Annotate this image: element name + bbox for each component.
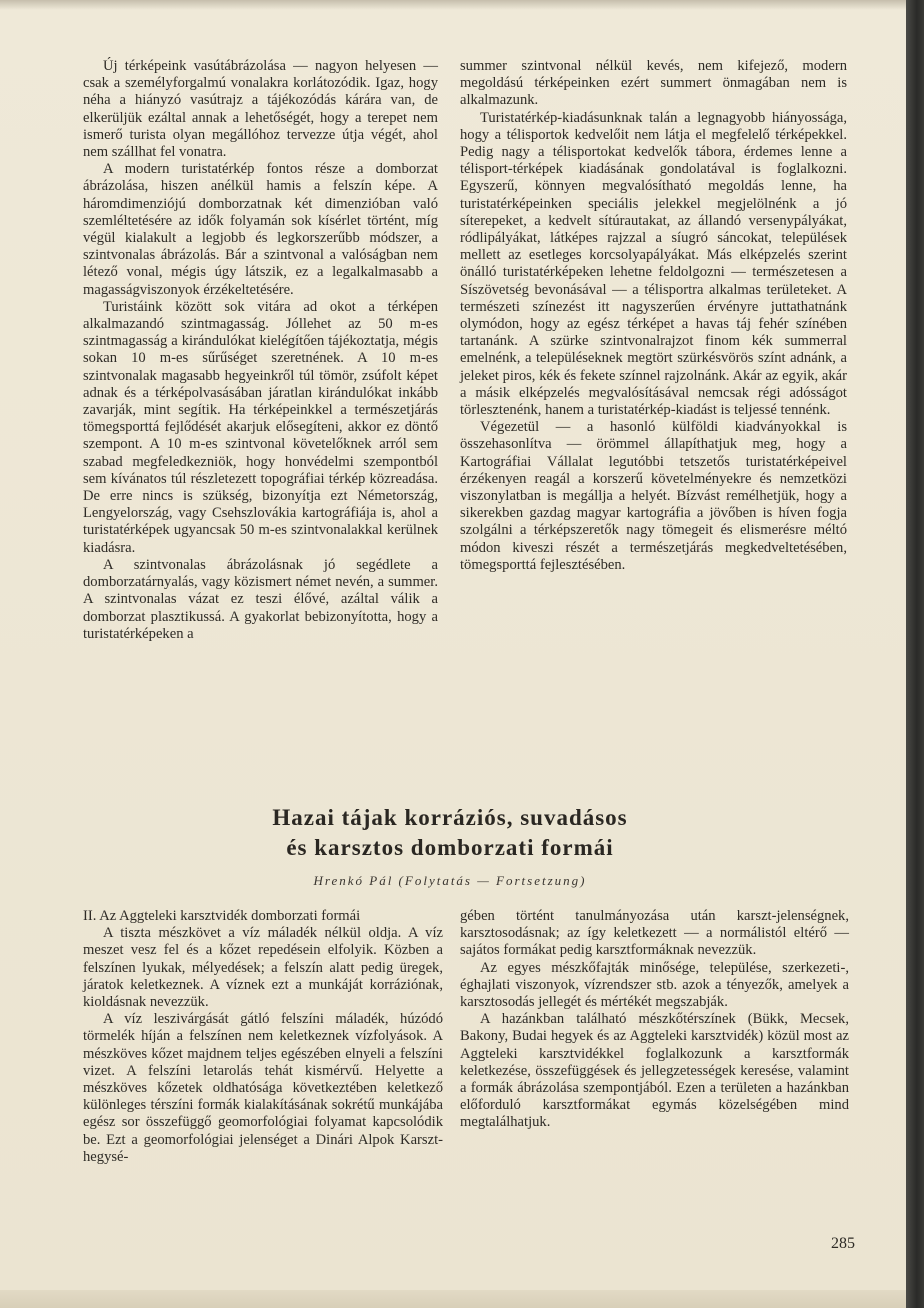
paragraph: Az egyes mészkőfajták minősége, települése, szerkezeti-, éghajlati viszonyok, vízrendszer stb. azok a tényezők, amelyek a karsztosodás jellegét és mértékét megszabják. [460,959,849,1011]
title-line-2: és karsztos domborzati formái [286,835,614,860]
title-line-1: Hazai tájak korráziós, suvadásos [272,805,628,830]
paragraph: A szintvonalas ábrázolásnak jó segédlete a domborzatárnyalás, vagy közismert német nevén, a summer. A szintvonalas vázat ez teszi élővé, azáltal válik a domborzat plasztikussá. A gyakorlat bebizonyította, hogy a turistatérképeken a [83,556,438,642]
paragraph: Végezetül — a hasonló külföldi kiadványokkal is összehasonlítva — örömmel állapíthatjuk meg, hogy a Kartográfiai Vállalat legutóbbi tetszetős turistatérképeivel érzékenyen reagál a korszerű követelményekre és nemzetközi viszonylatban is megállja a helyét. Bízvást remélhetjük, hogy a sikerekben gazdag magyar kartográfia a jövőben is híven fogja szolgálni a térképszeretők nagy tömegeit és elismerésre méltó módon kiveszi részét a természetjárás megkedveltetésében, tömegsporttá fejlesztésében. [460,419,847,573]
paragraph: Turistáink között sok vitára ad okot a térképen alkalmazandó szintmagasság. Jóllehet az 50 m-es szintmagasság a kirándulókat kielégítően tájékoztatja, mégis sokan 10 m-es sűrűséget szeretnének. A 10 m-es szintvonalak magasabb hegyeinkről túl tömör, zsúfolt képet adnak és a térképolvasásában járatlan kirándulókat inkább zavarják, mint segítik. Ha térképeinkkel a természetjárás tömegsporttá fejlődését akarjuk elősegíteni, akkor ez döntő szempont. A 10 m-es szintvonal követelőknek arról sem szabad megfeledkezniök, hogy honvédelmi szempontból sem kívánatos túl részletezett topográfiai térkép közreadása. De erre nincs is szükség, bizonyítja ezt Németország, Lengyelország, vagy Csehszlovákia kartográfiája is, ahol a turistatérképek ugyancsak 50 m-es szintvonalakkal kerülnek kiadásra. [83,298,438,556]
paragraph: summer szintvonal nélkül kevés, nem kifejező, modern megoldású térképeinken ezért summert önmagában nem is alkalmazunk. [460,58,847,109]
paragraph: A tiszta mészkövet a víz máladék nélkül oldja. A víz meszet vesz fel és a kőzet repedésein elfolyik. Közben a felszínen lyukak, mélyedések; a felszín alatt pedig üregek, járatok keletkeznek. A víznek ezt a munkáját korráziónak, kioldásnak nevezzük. [83,925,443,1011]
page-top-shadow [0,0,924,10]
book-spine-edge [906,0,924,1308]
paragraph: A hazánkban található mészkőtérszínek (Bükk, Mecsek, Bakony, Budai hegyek és az Aggteleki karsztvidék) közül most az Aggteleki karsztvidékkel foglalkozunk a karsztformák keletkezése, összefüggések és jellegzetességek keresése, valamint a formák ábrázolása szempontjából. Ezen a területen a hazánkban előforduló karsztformákat egymás közelségében mind megtalálhatjuk. [460,1011,849,1131]
page-number: 285 [831,1235,855,1252]
article-column-4 [460,908,849,1132]
article-column-2 [460,58,847,574]
paragraph: Új térképeink vasútábrázolása — nagyon helyesen — csak a személyforgalmú vonalakra korlátozódik. Igaz, hogy néha a hiányzó vasútrajz a tájékozódás kárára van, de elkerüljük ezáltal annak a lehetőségét, hogy a terepet nem ismerő turista olyan megállóhoz tervezze útja végét, ahol nem szállhat fel vonatra. [83,58,438,161]
author-byline: Hrenkó Pál (Folytatás — Fortsetzung) [313,873,587,888]
section-heading: II. Az Aggteleki karsztvidék domborzati formái [83,908,361,924]
page-bottom-edge [0,1290,906,1308]
article-column-1 [83,58,438,643]
paragraph: Turistatérkép-kiadásunknak talán a legnagyobb hiányossága, hogy a télisportok kedvelőit nem látja el megfelelő térképekkel. Pedig nagy a télisportokat kedvelők tábora, érdemes lenne a télisport-térképek kiadásának gondolatával is foglalkozni. Egyszerű, könnyen megvalósítható megoldás lenne, ha turistatérképeinken speciális jelekkel megjelölnénk a jó síterepeket, a kedvelt sítúrautakat, az állandó versenypályákat, ródlipályákat, látképes rajzzal a síugró sáncokat, települések mellett az esetleges korcsolyapályákat. Más elképzelés szerint önálló turistatérképeken lehetne feldolgozni — természetesen a Síszövetség bevonásával — a télisportra alkalmas területeket. A természeti színezést itt nagyszerűen érvényre juttathatnánk olymódon, hogy az egész térképet a havas táj fehér színében tartanánk. A szürke szintvonalrajzot finom kék summerral emelnénk, a településeknek megtört szürkésvörös színt adnánk, a jeleket piros, kék és fekete színnel rajzolnánk. Akár az egyik, akár a másik elképzelés megvalósításával nemcsak régi adósságot törlesztenénk, hanem a turistatérkép-kiadást is teljessé tennénk. [460,109,847,419]
article-title [150,803,750,863]
paragraph: gében történt tanulmányozása után karszt-jelenségnek, karsztosodásnak; az így keletkezett — a normálistól eltérő — sajátos formákat pedig karsztformáknak nevezzük. [460,908,849,959]
article-column-3 [83,908,443,1166]
paragraph: A víz leszivárgását gátló felszíni máladék, húzódó törmelék híján a felszínen nem keletkeznek vízfolyások. A mészköves kőzet majdnem teljes egészében elnyeli a felszíni vizet. A felszíni letarolás tehát kismérvű. Helyette a mészköves kőzetek oldhatósága következtében keletkező különleges térszíni formák kialakításának sokrétű munkájába egész sor összefüggő geomorfológiai folyamat kapcsolódik be. Ezt a geomorfológiai jelenséget a Dinári Alpok Karszt-hegysé- [83,1011,443,1165]
paragraph: A modern turistatérkép fontos része a domborzat ábrázolása, hiszen anélkül hamis a felszín képe. A háromdimenziójú domborzatnak két dimenzióban való szemléltetésére az idők folyamán sok kísérlet történt, míg végül kialakult a legjobb és legkorszerűbb módszer, a szintvonalas ábrázolás. Bár a szintvonal a valóságban nem létező vonal, mégis úgy látszik, ez a legalkalmasabb a magasságviszonyok érzékeltetésére. [83,161,438,298]
